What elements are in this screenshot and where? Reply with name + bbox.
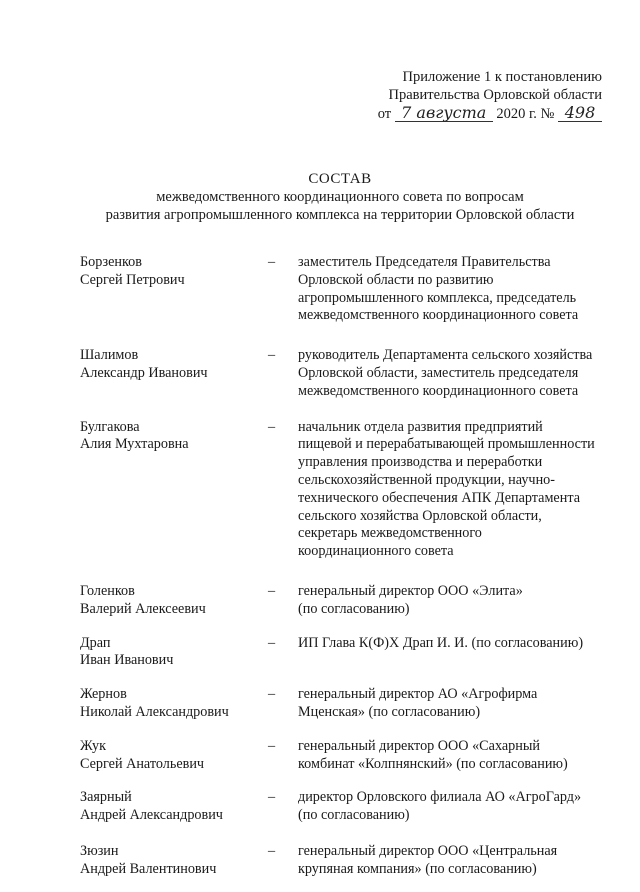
member-name-line: Булгакова: [80, 418, 140, 435]
member-role-line: (по согласованию): [298, 600, 410, 617]
member-role-line: ИП Глава К(Ф)Х Драп И. И. (по согласованию): [298, 634, 584, 651]
member-name-line: Алия Мухтаровна: [80, 436, 189, 453]
member-name: [80, 347, 268, 383]
title-line-3: развития агропромышленного комплекса на территории Орловской области: [105, 207, 575, 223]
member-role-line: координационного совета: [298, 543, 454, 560]
member-role-line: Мценская» (по согласованию): [298, 703, 481, 720]
member-name-line: Валерий Алексеевич: [80, 600, 206, 617]
member-role-line: генеральный директор АО «Агрофирма: [298, 686, 538, 703]
member-name-line: Драп: [80, 634, 111, 651]
member-name-line: Зюзин: [80, 842, 119, 859]
member-dash: –: [268, 418, 276, 435]
member-name-line: Голенков: [80, 582, 135, 599]
member-dash: –: [268, 254, 276, 270]
member-name-line: Николай Александрович: [80, 703, 229, 720]
appendix-line-2: Правительства Орловской области: [388, 87, 602, 103]
member-name-line: Борзенков: [80, 254, 142, 270]
member-name-line: Шалимов: [80, 347, 139, 364]
member-role-line: руководитель Департамента сельского хозяйства: [298, 347, 593, 364]
member-role: [298, 419, 610, 561]
year-text: 2020 г. №: [496, 106, 555, 122]
member-role-line: генеральный директор ООО «Центральная: [298, 842, 558, 859]
members-list: [80, 254, 610, 879]
member-name: [80, 843, 268, 879]
member-role-line: межведомственного координационного совета: [298, 307, 579, 324]
member-role-line: Орловской области, заместитель председателя: [298, 364, 579, 381]
member-dash: –: [268, 634, 276, 651]
member-name-line: Иван Иванович: [80, 652, 174, 669]
member-row: [80, 635, 610, 671]
member-name-line: Сергей Петрович: [80, 271, 185, 288]
member-role-line: секретарь межведомственного: [298, 525, 482, 542]
member-role-line: крупяная компания» (по согласованию): [298, 860, 537, 877]
member-role: [298, 738, 610, 774]
member-name: [80, 738, 268, 774]
member-row: [80, 419, 610, 561]
member-role-line: генеральный директор ООО «Элита»: [298, 582, 523, 599]
date-prefix: от: [377, 106, 392, 122]
member-role-line: директор Орловского филиала АО «АгроГард»: [298, 789, 582, 806]
member-name: [80, 583, 268, 619]
member-name: [80, 419, 268, 455]
member-role-line: технического обеспечения АПК Департамента: [298, 489, 580, 506]
member-dash: –: [268, 842, 276, 859]
title-line-1: СОСТАВ: [308, 171, 372, 187]
member-role-line: заместитель Председателя Правительства: [298, 254, 551, 270]
member-dash: –: [268, 582, 276, 599]
member-name-line: Сергей Анатольевич: [80, 755, 205, 772]
member-name-line: Андрей Валентинович: [80, 860, 217, 877]
member-dash: –: [268, 347, 276, 364]
member-role-line: комбинат «Колпнянский» (по согласованию): [298, 755, 568, 772]
member-row: [80, 738, 610, 774]
document-title: [80, 170, 600, 224]
appendix-header: [352, 68, 602, 123]
member-role-line: пищевой и перерабатывающей промышленности: [298, 436, 595, 453]
member-name-line: Жернов: [80, 686, 127, 703]
member-role: [298, 843, 610, 879]
appendix-date-line: [352, 105, 602, 123]
member-role-line: начальник отдела развития предприятий: [298, 418, 543, 435]
member-name: [80, 686, 268, 722]
member-name: [80, 635, 268, 671]
member-name-line: Жук: [80, 737, 107, 754]
member-role-line: Орловской области по развитию: [298, 271, 494, 288]
member-role: [298, 686, 610, 722]
handwritten-number: 498: [558, 105, 602, 122]
appendix-line-1: Приложение 1 к постановлению: [402, 69, 602, 85]
member-dash: –: [268, 737, 276, 754]
member-role-line: управления производства и переработки: [298, 454, 543, 471]
member-row: [80, 583, 610, 619]
member-role-line: агропромышленного комплекса, председатель: [298, 289, 577, 306]
member-name-line: Заярный: [80, 789, 132, 806]
member-dash: –: [268, 686, 276, 703]
member-row: [80, 254, 610, 325]
member-row: [80, 789, 610, 825]
member-name: [80, 789, 268, 825]
member-role-line: генеральный директор ООО «Сахарный: [298, 737, 540, 754]
member-role: [298, 583, 610, 619]
member-row: [80, 686, 610, 722]
handwritten-date: 7 августа: [395, 105, 493, 122]
title-line-2: межведомственного координационного совета по вопросам: [156, 189, 524, 205]
member-role: [298, 789, 610, 825]
member-role-line: сельскохозяйственной продукции, научно-: [298, 471, 555, 488]
member-row: [80, 843, 610, 879]
member-role-line: (по согласованию): [298, 807, 410, 824]
member-name: [80, 254, 268, 290]
member-role: [298, 347, 610, 400]
member-name-line: Андрей Александрович: [80, 807, 223, 824]
member-row: [80, 347, 610, 400]
member-role: [298, 635, 610, 653]
member-name-line: Александр Иванович: [80, 364, 208, 381]
member-role: [298, 254, 610, 325]
member-dash: –: [268, 789, 276, 806]
member-role-line: межведомственного координационного совета: [298, 382, 579, 399]
member-role-line: сельского хозяйства Орловской области,: [298, 507, 542, 524]
